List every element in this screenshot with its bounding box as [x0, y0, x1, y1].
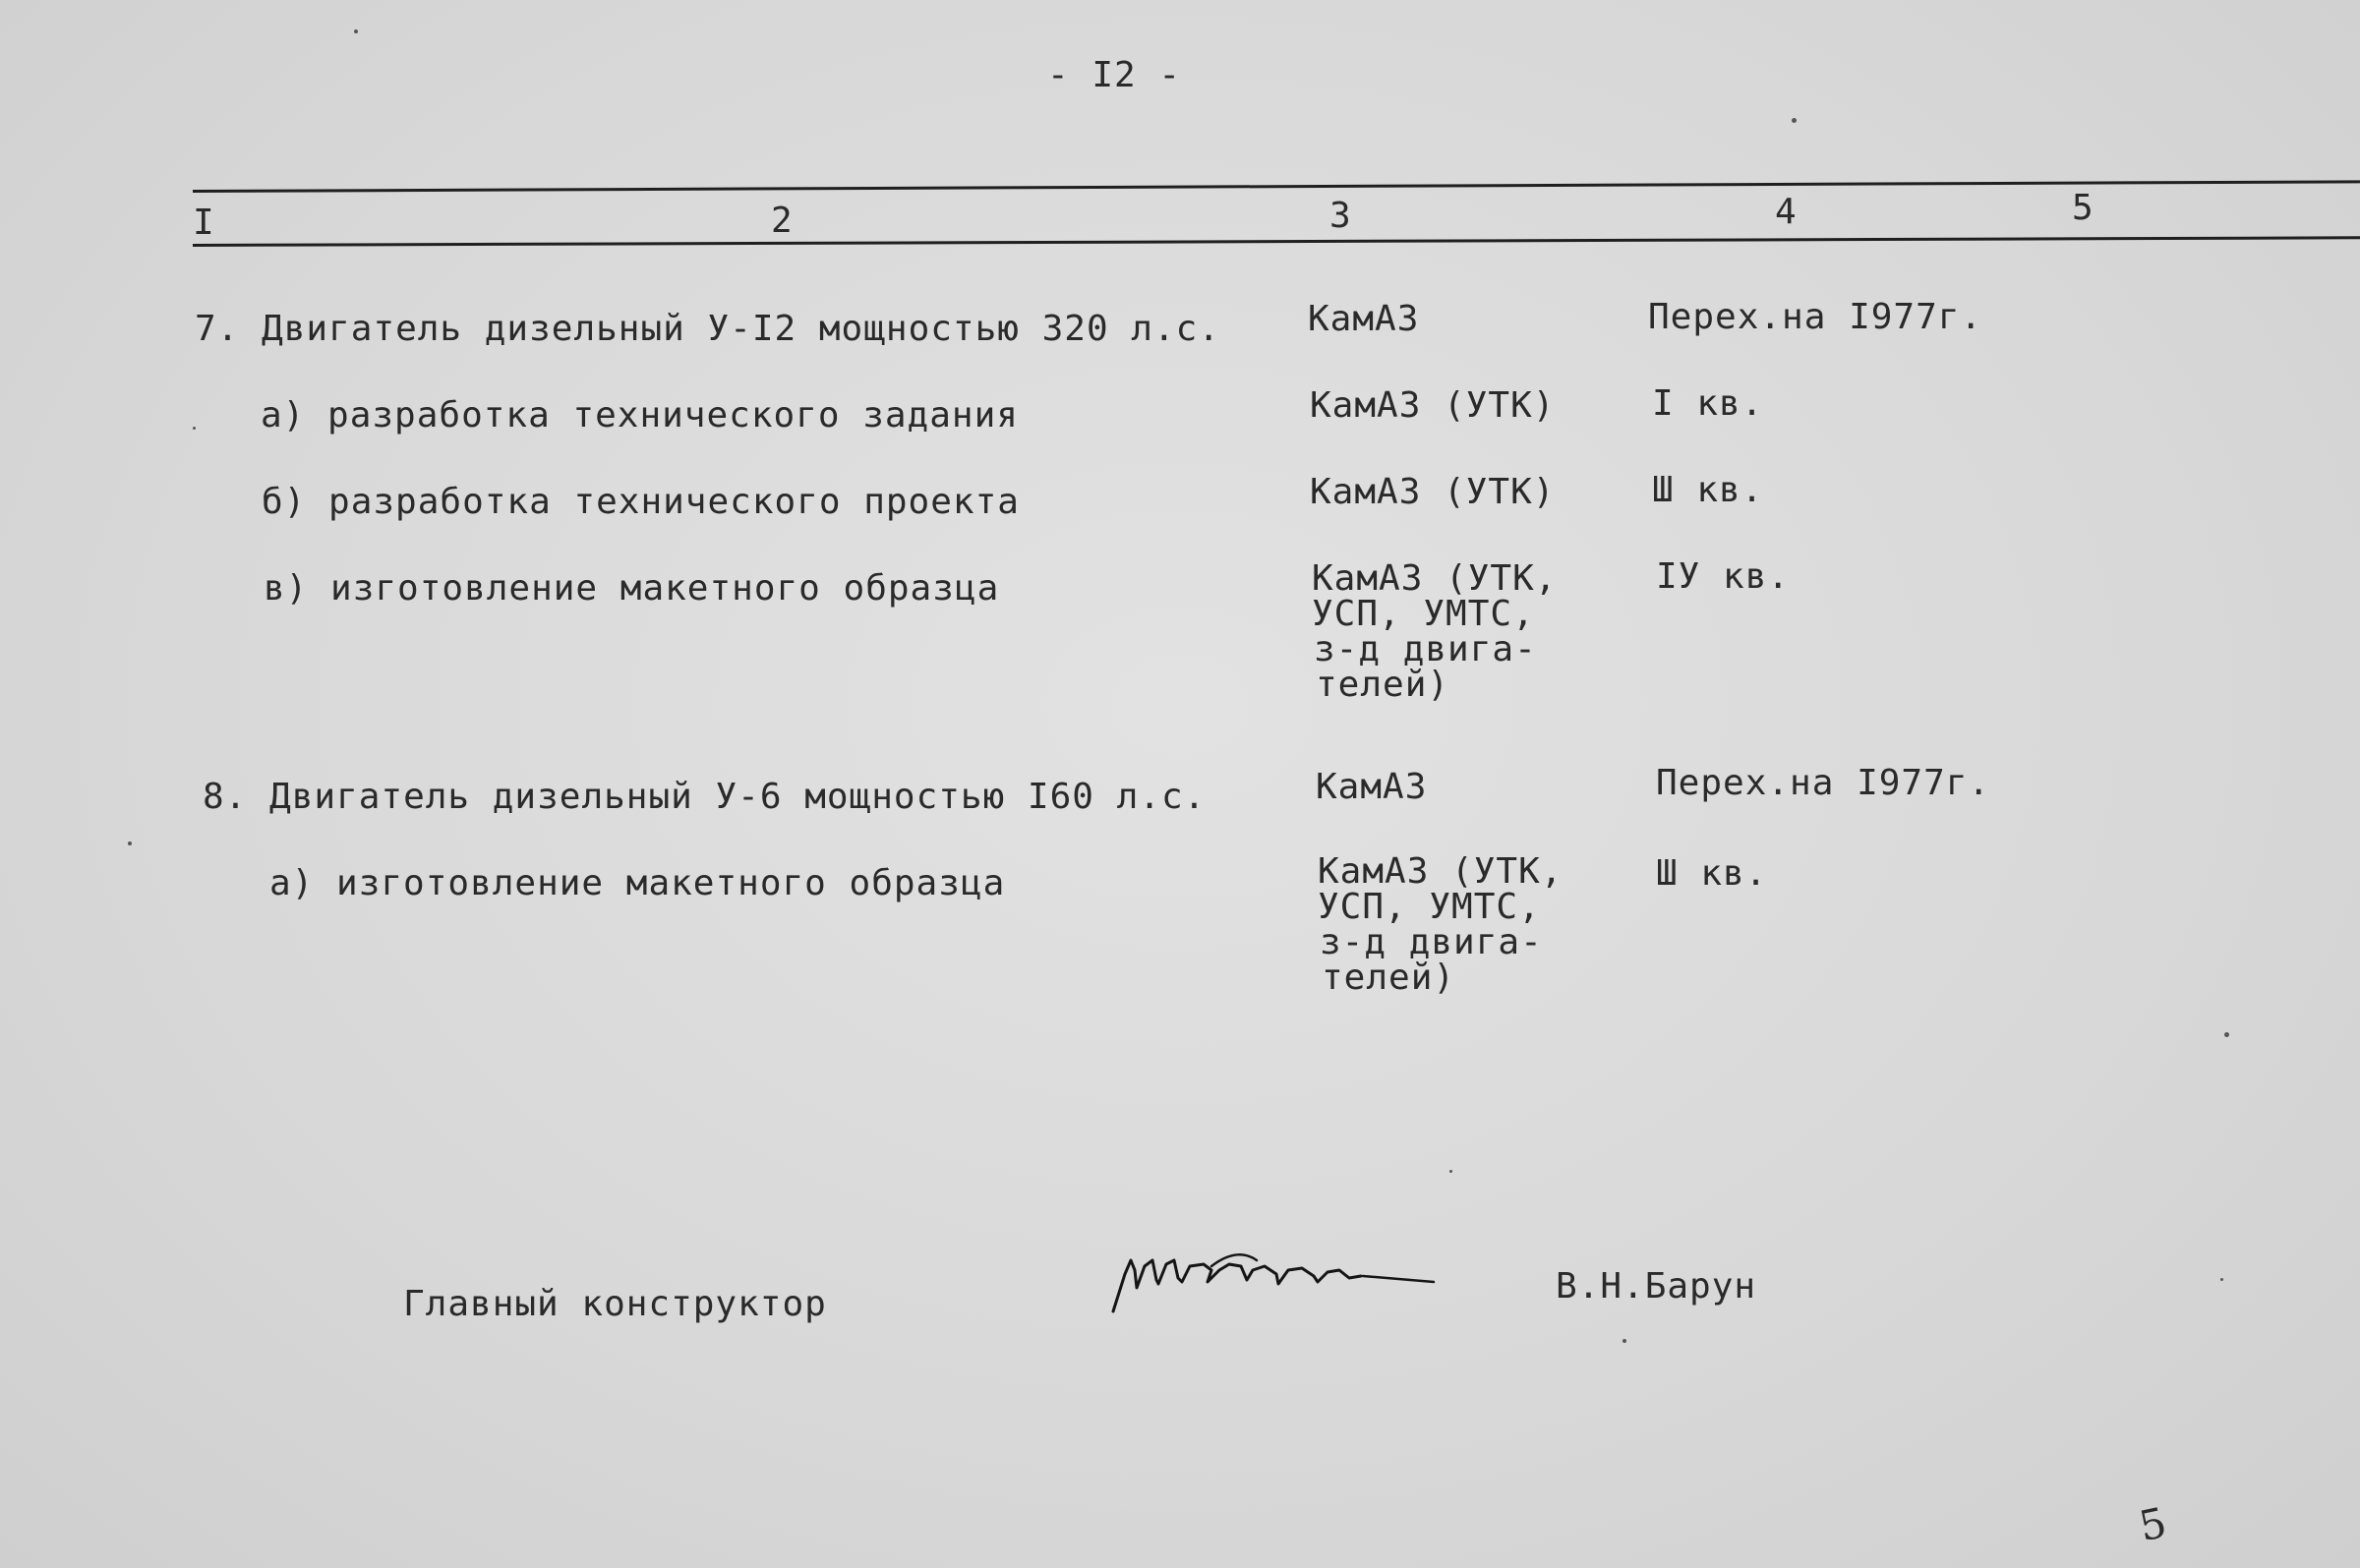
- item-executor-line: телей): [1316, 665, 1450, 705]
- item-executor: КамАЗ (УТК): [1310, 472, 1556, 512]
- column-header-1: I: [193, 203, 215, 243]
- item-title: а) изготовление макетного образца: [269, 863, 1006, 903]
- paper-speck: [1622, 1339, 1626, 1343]
- item-term: I кв.: [1652, 383, 1764, 424]
- item-term: Перех.на I977г.: [1656, 763, 1991, 803]
- signature-name: В.Н.Барун: [1556, 1266, 1757, 1307]
- paper-speck: [1449, 1170, 1452, 1173]
- paper-speck: [128, 842, 132, 845]
- paper-speck: [354, 29, 358, 33]
- item-title: 8. Двигатель дизельный У-6 мощностью I60 л.с.: [203, 777, 1207, 817]
- item-title: в) изготовление макетного образца: [264, 568, 1000, 609]
- handwritten-signature: [1109, 1231, 1444, 1319]
- item-executor-line: з-д двига-: [1320, 922, 1543, 962]
- signature-position-title: Главный конструктор: [403, 1284, 827, 1324]
- item-executor-line: з-д двига-: [1314, 629, 1537, 669]
- item-executor: КамАЗ (УТК): [1310, 385, 1556, 426]
- paper-speck: [2224, 1032, 2229, 1037]
- item-title: б) разработка технического проекта: [262, 482, 1020, 522]
- page-number: - I2 -: [1047, 55, 1182, 95]
- item-title: 7. Двигатель дизельный У-I2 мощностью 320 л.с.: [195, 309, 1220, 349]
- column-header-2: 2: [771, 201, 794, 241]
- item-executor-line: УСП, УМТС,: [1318, 887, 1541, 927]
- table-header-rule: [193, 236, 2360, 247]
- item-executor-line: КамАЗ (УТК,: [1318, 851, 1564, 892]
- column-header-4: 4: [1775, 192, 1798, 232]
- column-header-5: 5: [2072, 188, 2094, 228]
- table-top-rule: [193, 180, 2360, 193]
- item-term: Перех.на I977г.: [1648, 297, 1983, 337]
- margin-mark: 5: [2135, 1497, 2172, 1551]
- item-term: IУ кв.: [1656, 556, 1791, 597]
- paper-speck: [2220, 1278, 2223, 1281]
- item-term: Ш кв.: [1652, 470, 1764, 510]
- item-executor: КамАЗ: [1316, 767, 1428, 807]
- paper-speck: [193, 427, 196, 430]
- paper-speck: [1792, 118, 1797, 123]
- item-executor: КамАЗ: [1308, 299, 1420, 339]
- item-title: а) разработка технического задания: [261, 395, 1019, 436]
- item-term: Ш кв.: [1656, 853, 1768, 894]
- column-header-3: 3: [1329, 196, 1352, 236]
- item-executor-line: КамАЗ (УТК,: [1312, 558, 1558, 599]
- item-executor-line: телей): [1322, 958, 1456, 998]
- item-executor-line: УСП, УМТС,: [1312, 594, 1535, 634]
